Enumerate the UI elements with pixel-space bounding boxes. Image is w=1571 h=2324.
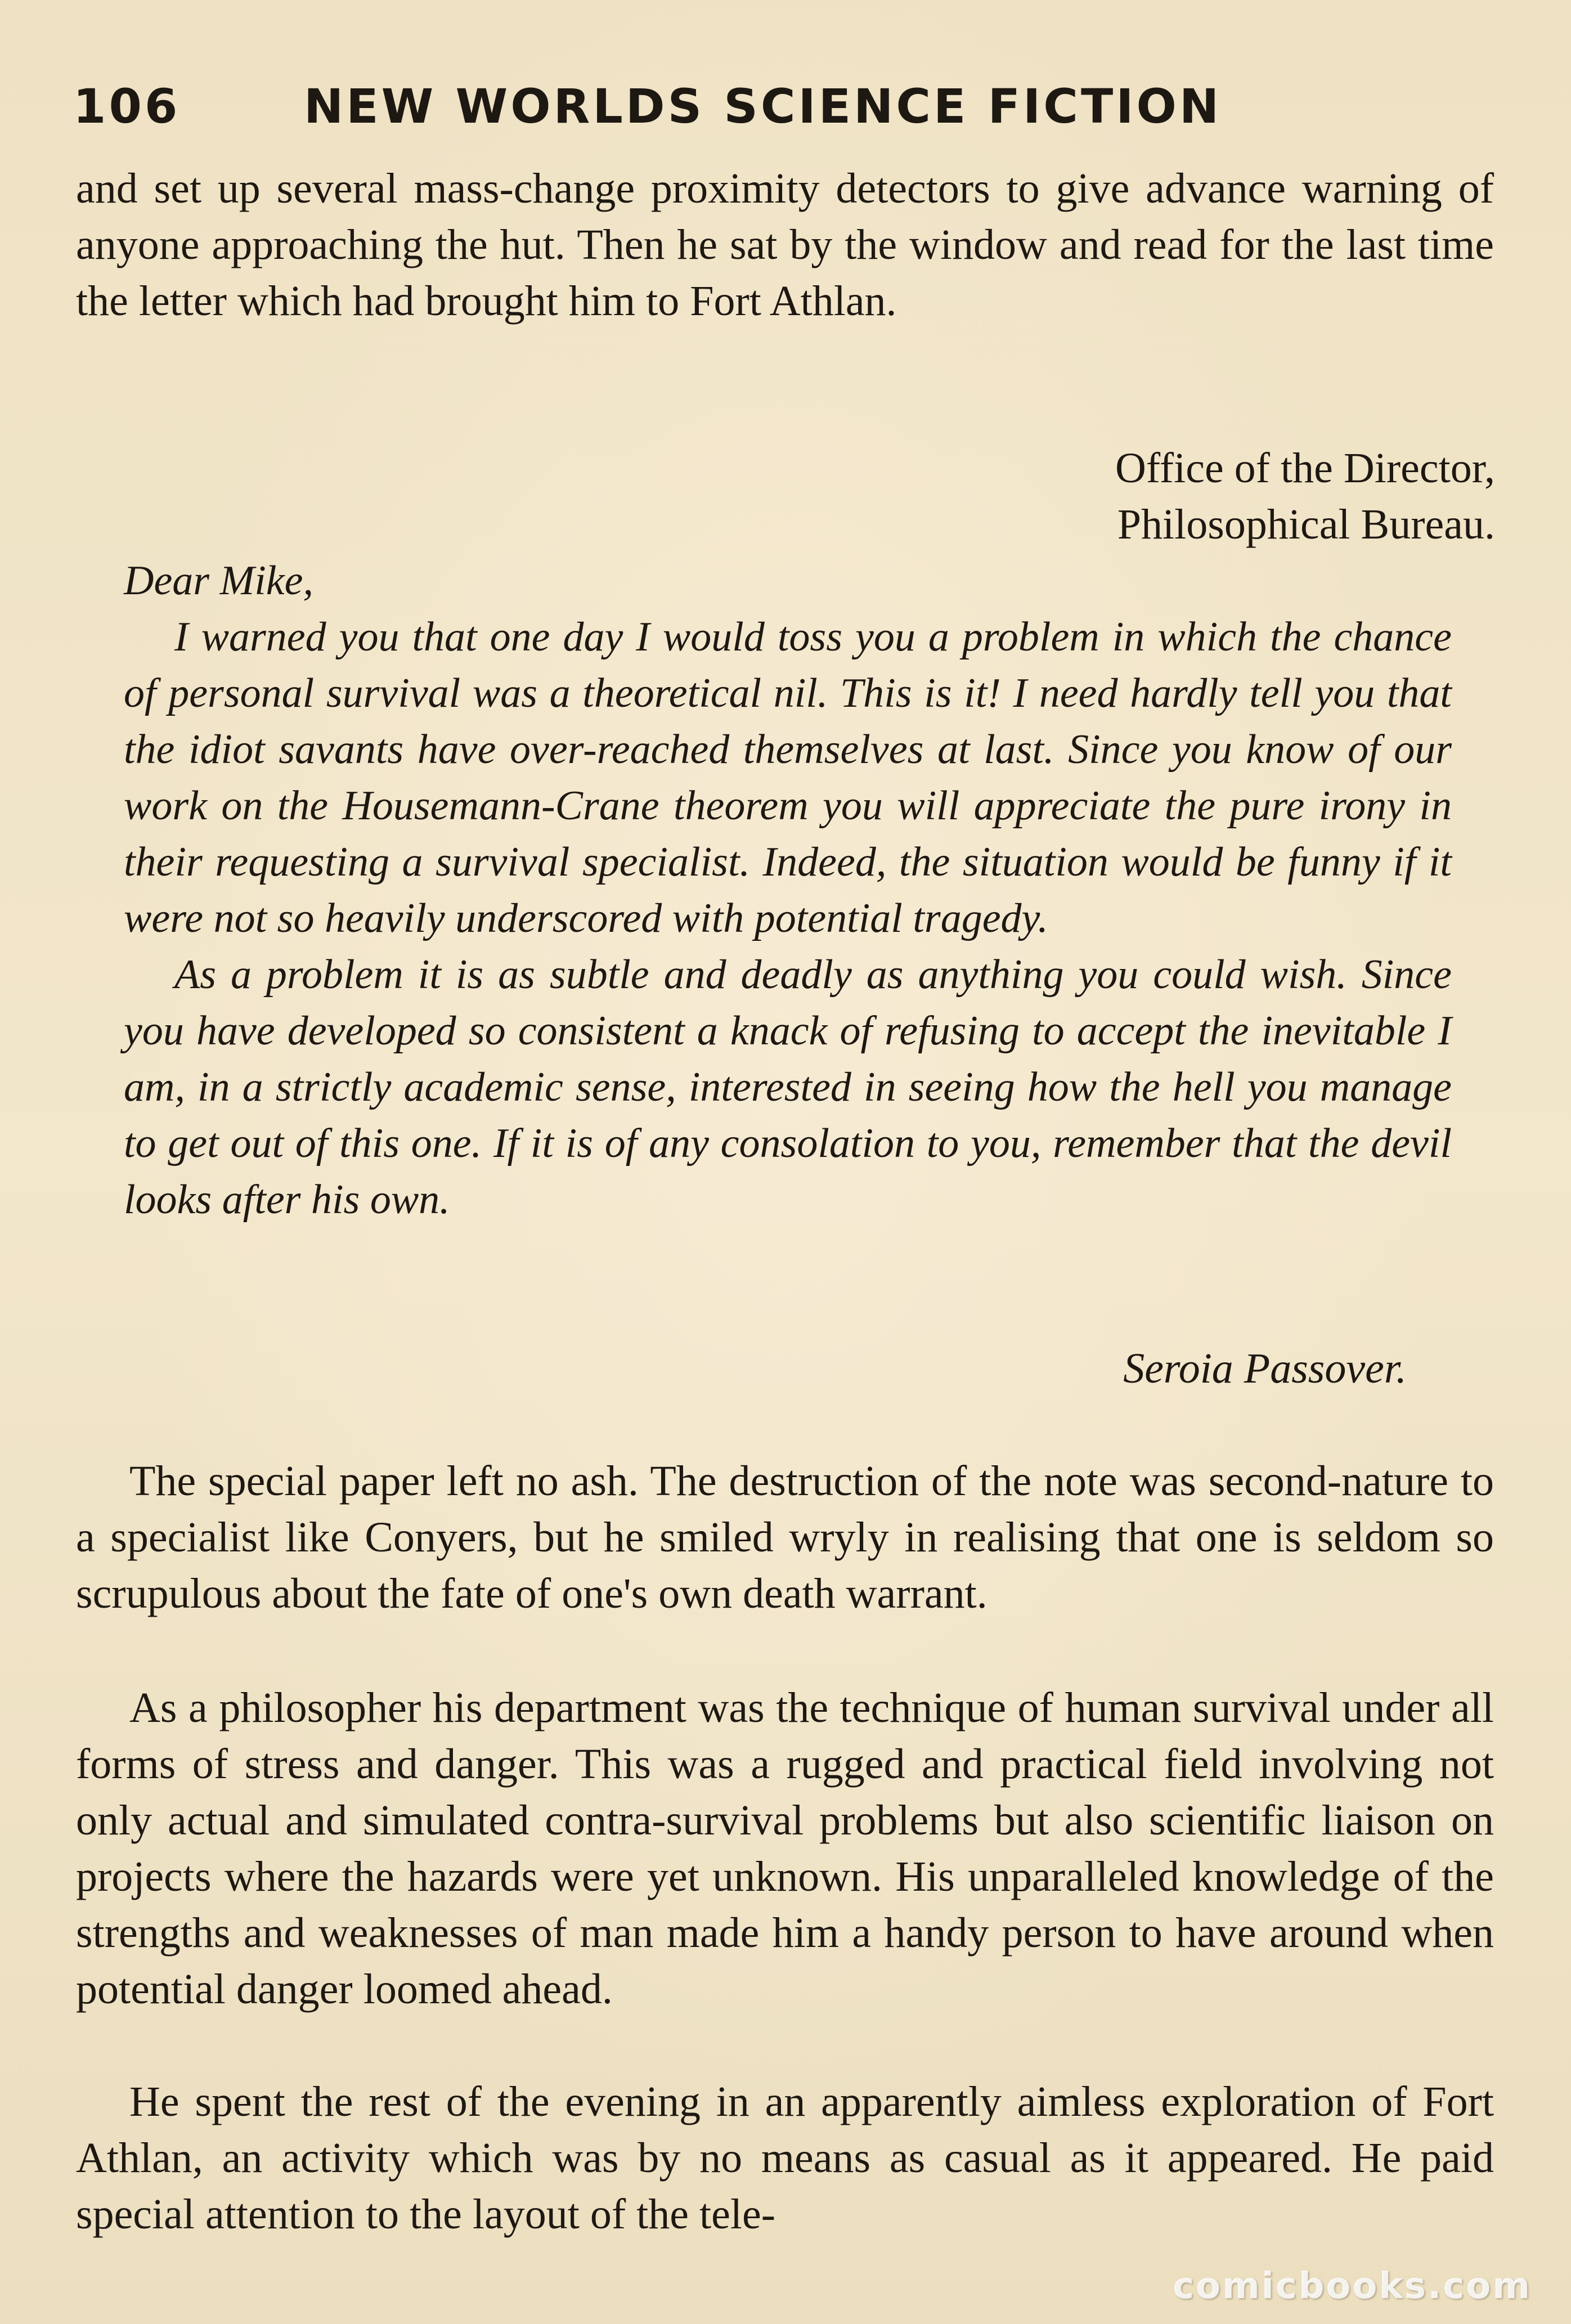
letter-salutation: Dear Mike, [124, 558, 313, 604]
letter-address-line-2: Philosophical Bureau. [1117, 501, 1495, 548]
page-header [73, 79, 1502, 141]
narrative-paragraph-1: The special paper left no ash. The destruction of the note was second-nature to a specialist like Conyers, but he smiled wryly in realising that one is seldom so scrupulous about the fate of one's own death warrant. [76, 1457, 1494, 1617]
narrative-paragraph-2: As a philosopher his department was the technique of human survival under all forms of stress and danger. This was a rugged and practical field involving not only actual and simulated contra-survival problems but also scientific liaison on projects where the hazards were yet unknown. His unparalleled knowledge of the strengths and weaknesses of man made him a handy person to have around when potential danger loomed ahead. [76, 1684, 1494, 2013]
opening-paragraph: and set up several mass-change proximity detectors to give advance warning of anyone approaching the hut. Then he sat by the window and read for the last time the letter which had brought him to Fort Athlan. [76, 165, 1494, 325]
letter-paragraph-2: As a problem it is as subtle and deadly as anything you could wish. Since you have developed so consistent a knack of refusing to accept the inevitable I am, in a strictly academic sense, interested in seeing how the hell you manage to get out of this one. If it is of any consolation to you, remember that the devil looks after his own. [124, 952, 1452, 1223]
letter-paragraph-1: I warned you that one day I would toss you a problem in which the chance of personal survival was a theoretical nil. This is it! I need hardly tell you that the idiot savants have over-reached themselves at last. Since you know of our work on the Housemann-Crane theorem you will appreciate the pure irony in their requesting a survival specialist. Indeed, the situation would be funny if it were not so heavily underscored with potential tragedy. [124, 614, 1452, 941]
site-watermark: comicbooks.com [1173, 2265, 1532, 2307]
letter-address [1115, 440, 1495, 553]
page-number: 106 [73, 79, 181, 134]
letter-address-line-1: Office of the Director, [1115, 445, 1495, 492]
narrative-paragraph-3: He spent the rest of the evening in an apparently aimless exploration of Fort Athlan, an activity which was by no means as casual as it appeared. He paid special attention to the layout of the tele- [76, 2078, 1494, 2238]
letter-signature: Seroia Passover. [1123, 1345, 1407, 1392]
running-title: NEW WORLDS SCIENCE FICTION [304, 79, 1222, 134]
letter-body [124, 553, 1452, 1228]
